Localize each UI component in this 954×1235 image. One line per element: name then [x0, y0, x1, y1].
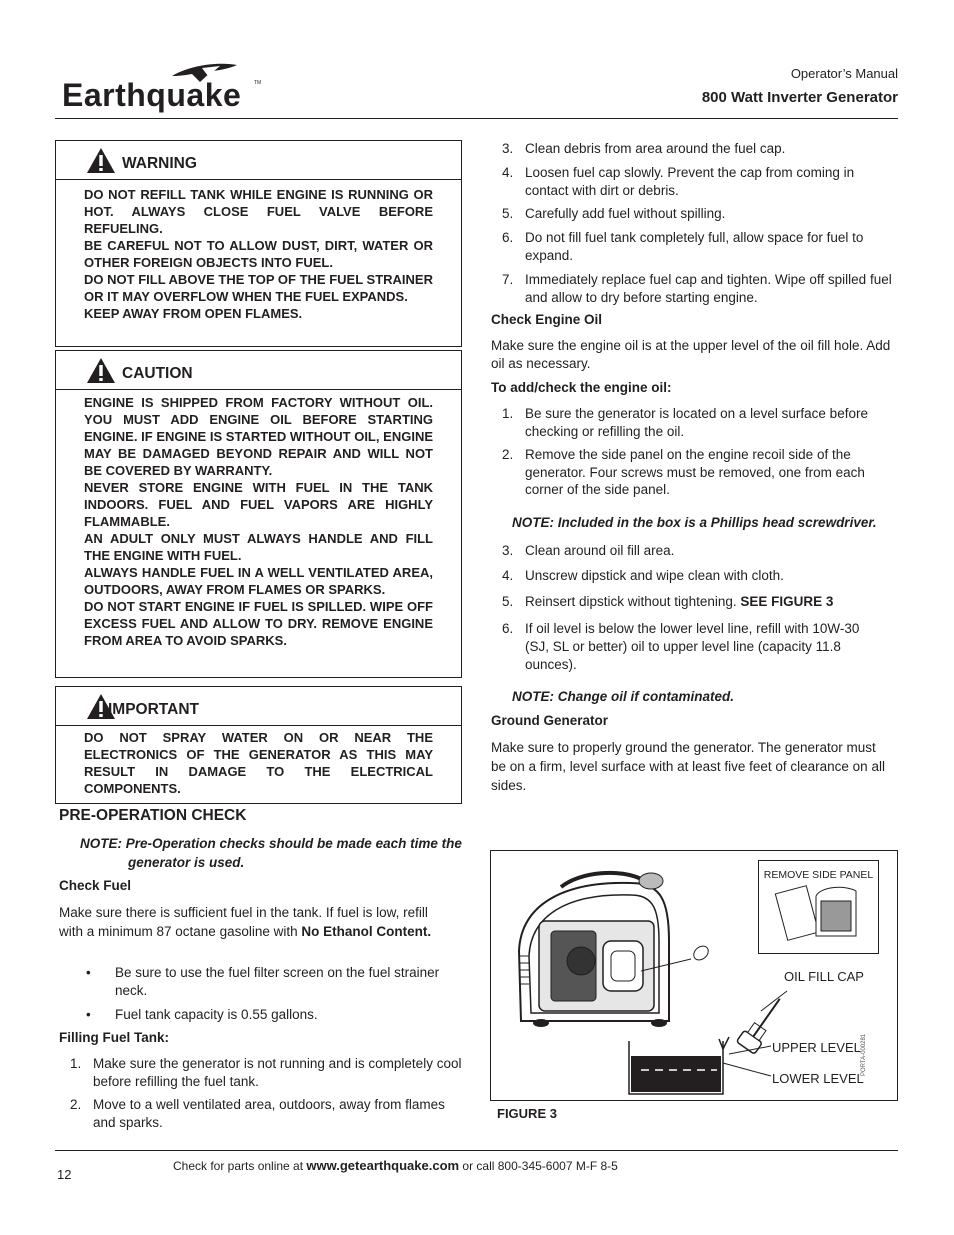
step-text: If oil level is below the lower level line, refill with 10W-30 (SJ, SL or better) oil to upper level line (capacity 11.8 ounces).	[525, 621, 860, 672]
footer-divider	[55, 1150, 898, 1151]
manual-label: Operator’s Manual	[790, 66, 898, 81]
product-title: 800 Watt Inverter Generator	[701, 89, 898, 106]
screwdriver-note: NOTE: Included in the box is a Phillips head screwdriver.	[512, 515, 877, 530]
website-link[interactable]: www.getearthquake.com	[306, 1158, 460, 1173]
caution-line: ENGINE IS SHIPPED FROM FACTORY WITHOUT OIL. YOU MUST ADD ENGINE OIL BEFORE STARTING ENGINE. IF ENGINE IS STARTED WITHOUT OIL, ENGINE MAY BE DAMAGED BEYOND REPAIR AND WILL NOT BE COVERED BY WARRANTY.	[84, 395, 433, 478]
step-number: 3.	[502, 141, 514, 156]
pre-operation-note: NOTE: Pre-Operation checks should be made each time the generator is used.	[80, 836, 462, 870]
step-number: 4.	[502, 165, 514, 180]
important-line: DO NOT SPRAY WATER ON OR NEAR THE ELECTRONICS OF THE GENERATOR AS THIS MAY RESULT IN DAMAGE TO THE ELECTRICAL COMPONENTS.	[84, 730, 433, 796]
step-text: Immediately replace fuel cap and tighten. Wipe off spilled fuel and allow to dry before starting engine.	[525, 272, 892, 305]
ground-text: Make sure to properly ground the generator. The generator must be on a firm, level surface with at least five feet of clearance on all sides.	[491, 740, 885, 793]
warning-line: DO NOT REFILL TANK WHILE ENGINE IS RUNNING OR HOT. ALWAYS CLOSE FUEL VALVE BEFORE REFUELING.	[84, 187, 433, 236]
step-text-main: Reinsert dipstick without tightening.	[525, 594, 741, 609]
figure-reference: SEE FIGURE 3	[740, 594, 834, 609]
step-text: Clean around oil fill area.	[525, 543, 675, 558]
step-text: Unscrew dipstick and wipe clean with cloth.	[525, 568, 784, 583]
step-text: Remove the side panel on the engine recoil side of the generator. Four screws must be removed, one from each corner of the side panel.	[525, 447, 865, 497]
add-oil-heading: To add/check the engine oil:	[491, 380, 672, 395]
warning-text	[84, 186, 433, 322]
step-number: 3.	[502, 543, 514, 558]
bullet-mark: •	[86, 965, 91, 980]
fuel-bullet-text: Fuel tank capacity is 0.55 gallons.	[115, 1007, 318, 1022]
caution-text	[84, 394, 433, 649]
lower-level-label: LOWER LEVEL	[772, 1071, 864, 1086]
step-text: Clean debris from area around the fuel cap.	[525, 141, 786, 156]
oil-fill-cap-label: OIL FILL CAP	[784, 969, 864, 984]
check-fuel-text	[59, 903, 454, 941]
warning-line: BE CAREFUL NOT TO ALLOW DUST, DIRT, WATER OR OTHER FOREIGN OBJECTS INTO FUEL.	[84, 238, 433, 270]
step-number: 5.	[502, 594, 514, 609]
caution-line: ALWAYS HANDLE FUEL IN A WELL VENTILATED AREA, OUTDOORS, AWAY FROM FLAMES OR SPARKS.	[84, 565, 433, 597]
step-text: Move to a well ventilated area, outdoors, away from flames and sparks.	[93, 1097, 445, 1130]
caution-header	[56, 351, 461, 390]
important-box	[55, 686, 462, 804]
caution-triangle-icon	[86, 357, 116, 384]
warning-triangle-icon	[86, 147, 116, 174]
header-divider	[55, 118, 898, 119]
svg-text:TM: TM	[254, 80, 262, 86]
step-number: 1.	[70, 1056, 82, 1071]
caution-title: CAUTION	[122, 365, 193, 382]
important-text	[84, 729, 433, 797]
step-number: 2.	[70, 1097, 82, 1112]
warning-line: DO NOT FILL ABOVE THE TOP OF THE FUEL STRAINER OR IT MAY OVERFLOW WHEN THE FUEL EXPANDS.	[84, 272, 433, 304]
fuel-bullet-text: Be sure to use the fuel filter screen on the fuel strainer neck.	[115, 965, 440, 998]
step-number: 5.	[502, 206, 514, 221]
part-code: PORTA-000281	[861, 1033, 867, 1076]
figure-3	[490, 850, 898, 1101]
step-text	[525, 593, 900, 611]
step-number: 6.	[502, 621, 514, 636]
pre-operation-heading: PRE-OPERATION CHECK	[59, 807, 247, 824]
caution-box	[55, 350, 462, 678]
caution-line: AN ADULT ONLY MUST ALWAYS HANDLE AND FILL THE ENGINE WITH FUEL.	[84, 531, 433, 563]
page-number: 12	[57, 1167, 72, 1182]
check-engine-oil-heading: Check Engine Oil	[491, 312, 603, 327]
svg-text:Earthquake: Earthquake	[62, 77, 242, 113]
remove-side-panel-inset	[758, 860, 879, 954]
step-text: Be sure the generator is located on a level surface before checking or refilling the oil.	[525, 406, 868, 439]
figure-caption: FIGURE 3	[497, 1106, 557, 1121]
warning-box	[55, 140, 462, 347]
earthquake-logo	[62, 62, 272, 116]
important-header	[56, 687, 461, 726]
no-ethanol-emphasis: No Ethanol Content.	[301, 924, 432, 939]
check-engine-oil-text: Make sure the engine oil is at the upper level of the oil fill hole. Add oil as necessary.	[491, 338, 891, 371]
footer-text-b: or call 800-345-6007 M-F 8-5	[459, 1159, 618, 1173]
footer-text-a: Check for parts online at	[173, 1159, 307, 1173]
check-fuel-text-a: Make sure there is sufficient fuel in the tank. If fuel is low, refill with a minimum 87 octane gasoline with	[59, 905, 428, 939]
step-number: 7.	[502, 272, 514, 287]
step-text: Do not fill fuel tank completely full, allow space for fuel to expand.	[525, 230, 864, 263]
important-title: IMPORTANT	[108, 701, 199, 718]
ground-heading: Ground Generator	[491, 713, 609, 728]
warning-title: WARNING	[122, 155, 197, 172]
warning-line: KEEP AWAY FROM OPEN FLAMES.	[84, 306, 303, 321]
filling-fuel-heading: Filling Fuel Tank:	[59, 1030, 169, 1045]
bullet-mark: •	[86, 1007, 91, 1022]
caution-line: NEVER STORE ENGINE WITH FUEL IN THE TANK INDOORS. FUEL AND FUEL VAPORS ARE HIGHLY FLAMMABLE.	[84, 480, 433, 529]
step-number: 6.	[502, 230, 514, 245]
step-number: 2.	[502, 447, 514, 462]
footer-text	[173, 1158, 618, 1173]
step-number: 1.	[502, 406, 514, 421]
step-text: Make sure the generator is not running and is completely cool before refilling the fuel tank.	[93, 1056, 462, 1089]
step-number: 4.	[502, 568, 514, 583]
oil-contaminated-note: NOTE: Change oil if contaminated.	[512, 689, 735, 704]
remove-side-panel-label: REMOVE SIDE PANEL	[763, 869, 874, 881]
step-text: Loosen fuel cap slowly. Prevent the cap from coming in contact with dirt or debris.	[525, 165, 855, 198]
step-text: Carefully add fuel without spilling.	[525, 206, 726, 221]
caution-line: DO NOT START ENGINE IF FUEL IS SPILLED. WIPE OFF EXCESS FUEL AND ALLOW TO DRY. REMOVE ENGINE FROM AREA TO AVOID SPARKS.	[84, 599, 433, 648]
warning-header	[56, 141, 461, 180]
check-fuel-heading: Check Fuel	[59, 878, 132, 893]
upper-level-label: UPPER LEVEL	[772, 1040, 861, 1055]
